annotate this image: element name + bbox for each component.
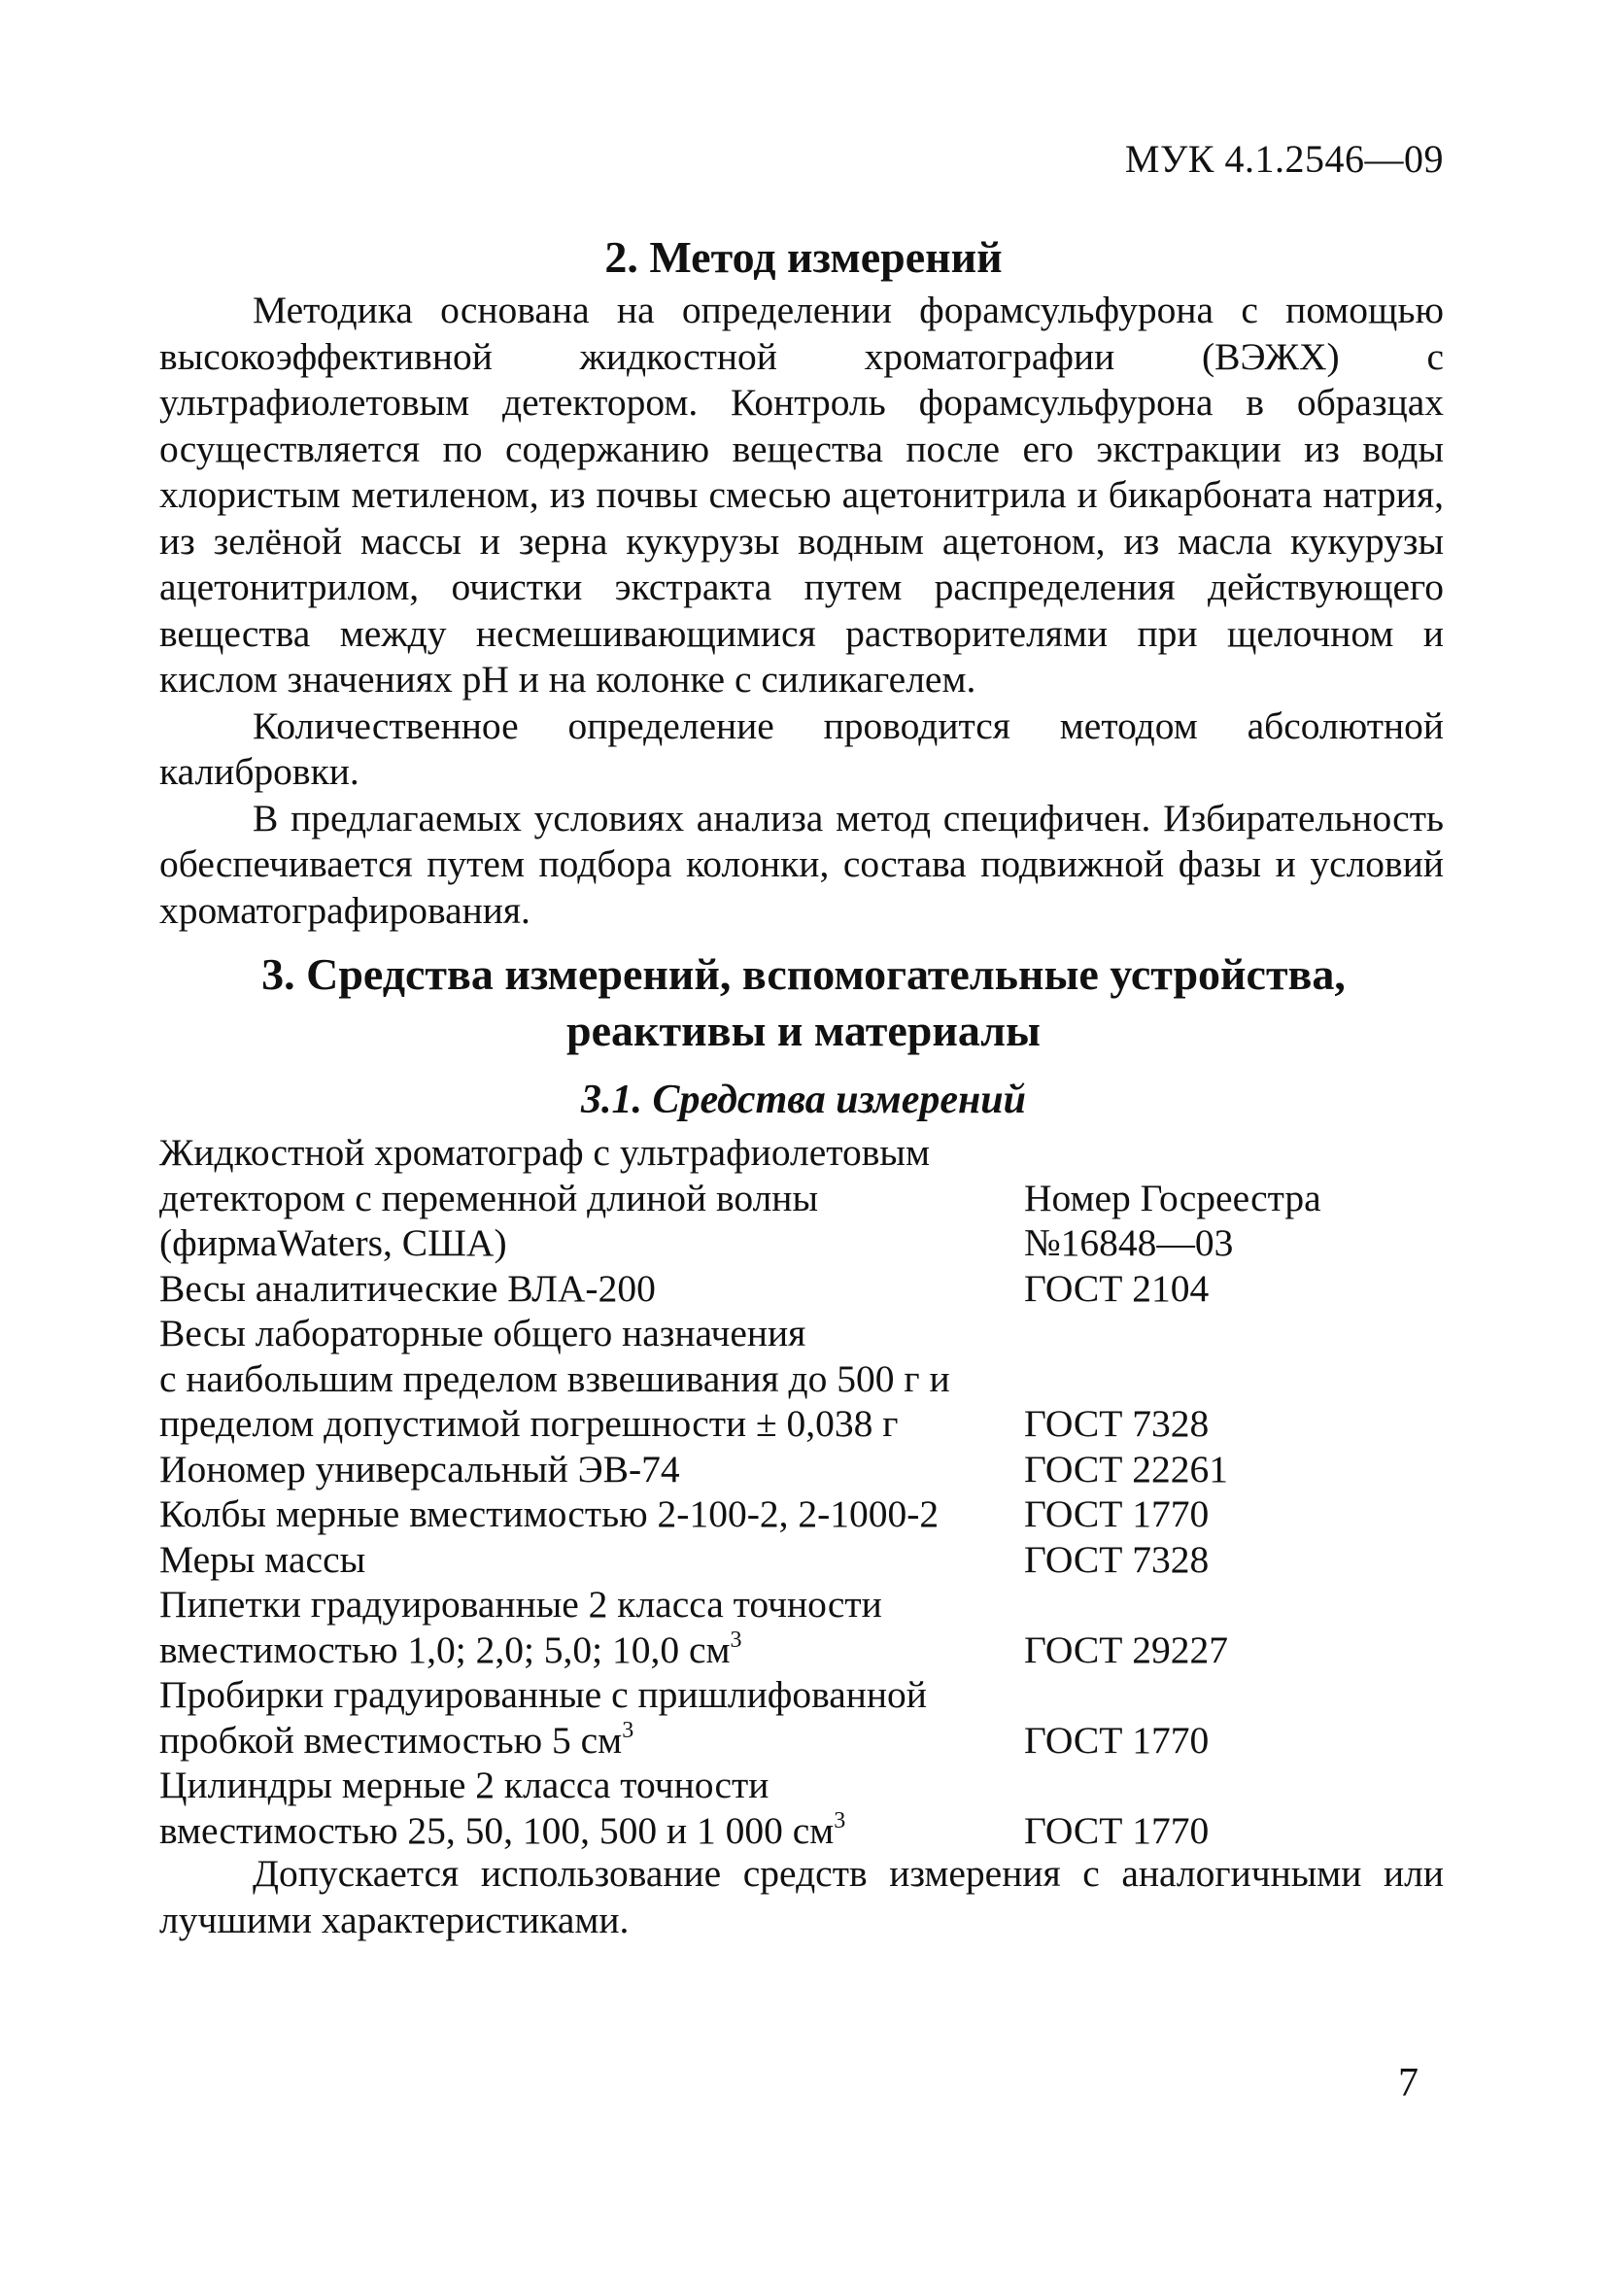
section-2-title: 2. Метод измерений	[604, 232, 1003, 282]
instrument-row	[159, 1266, 1452, 1312]
instrument-name: Пипетки градуированные 2 класса точности вместимостью 1,0; 2,0; 5,0; 10,0 $см^3$	[159, 1583, 882, 1671]
instrument-standard: ГОСТ 1770	[1024, 1808, 1210, 1852]
instrument-name: Весы аналитические ВЛА-200	[159, 1266, 656, 1310]
instrument-name: Весы лабораторные общего назначения с наибольшим пределом взвешивания до 500 г и пределом допустимой погрешности ± 0,038 г	[159, 1312, 950, 1445]
unit-superscript: 3	[834, 1807, 846, 1833]
instrument-name: Жидкостной хроматограф с ультрафиолетовым детектором с переменной длиной волны (фирмаWaters, США)	[159, 1131, 930, 1264]
instrument-standard: ГОСТ 2104	[1024, 1266, 1210, 1310]
page-number: 7	[1398, 2061, 1419, 2106]
instrument-row	[159, 1311, 1452, 1447]
paragraph-method-basis: Методика основана на определении форамсульфурона с помощью высокоэффективной жидкостной хроматографии (ВЭЖХ) с ультрафиолетовым детектором. Контроль форамсульфурона в образцах осуществляется по содержанию вещества после его экстракции из воды хлористым метиленом, из почвы смесью ацетонитрила и бикарбоната натрия, из зелёной массы и зерна кукурузы водным ацетоном, из масла кукурузы ацетонитрилом, очистки экстракта путем распределения действующего вещества между несмешивающимися растворителями при щелочном и кислом значениях pH и на колонке с силикагелем.	[159, 289, 1444, 701]
instrument-standard: ГОСТ 29227	[1024, 1628, 1228, 1671]
section-3-title-line-2: реактивы и материалы	[566, 1006, 1041, 1055]
unit-superscript: 3	[730, 1627, 742, 1653]
instrument-name: Цилиндры мерные 2 класса точности вместимостью 25, 50, 100, 500 и 1 000 $см^3$	[159, 1764, 846, 1852]
paragraph-quantification: Количественное определение проводится методом абсолютной калибровки.	[159, 703, 1444, 793]
section-3-title-line-1: 3. Средства измерений, вспомогательные устройства,	[261, 949, 1346, 999]
section-2-body	[159, 288, 1444, 934]
note-paragraph: Допускается использование средств измерения с аналогичными или лучшими характеристиками.	[159, 1852, 1444, 1941]
instrument-name: Иономер универсальный ЭВ-74	[159, 1447, 680, 1491]
unit-superscript: 3	[622, 1717, 634, 1743]
paragraph-specificity: В предлагаемых условиях анализа метод специфичен. Избирательность обеспечивается путем подбора колонки, состава подвижной фазы и условий хроматографирования.	[159, 796, 1444, 932]
instrument-standard: Номер Госреестра №16848—03	[1024, 1176, 1321, 1264]
subsection-3-1-title: 3.1. Средства измерений	[580, 1078, 1027, 1122]
instrument-row	[159, 1537, 1452, 1583]
instrument-name: Колбы мерные вместимостью 2-100-2, 2-1000-2	[159, 1492, 940, 1535]
instrument-row	[159, 1763, 1452, 1853]
instrument-row	[159, 1672, 1452, 1763]
instruments-note	[159, 1851, 1444, 1943]
instrument-row	[159, 1447, 1452, 1492]
instrument-standard: ГОСТ 1770	[1024, 1492, 1210, 1535]
instrument-standard: ГОСТ 7328	[1024, 1402, 1210, 1445]
instrument-row	[159, 1130, 1452, 1266]
instrument-row	[159, 1491, 1452, 1537]
instruments-list	[159, 1130, 1452, 1853]
instrument-row	[159, 1582, 1452, 1672]
instrument-standard: ГОСТ 1770	[1024, 1718, 1210, 1762]
instrument-standard: ГОСТ 22261	[1024, 1447, 1228, 1491]
instrument-name: Пробирки градуированные с пришлифованной пробкой вместимостью 5 $см^3$	[159, 1673, 927, 1762]
instrument-name: Меры массы	[159, 1537, 366, 1581]
document-code: МУК 4.1.2546—09	[1124, 137, 1444, 181]
instrument-standard: ГОСТ 7328	[1024, 1537, 1210, 1581]
section-3-title	[0, 946, 1607, 1059]
